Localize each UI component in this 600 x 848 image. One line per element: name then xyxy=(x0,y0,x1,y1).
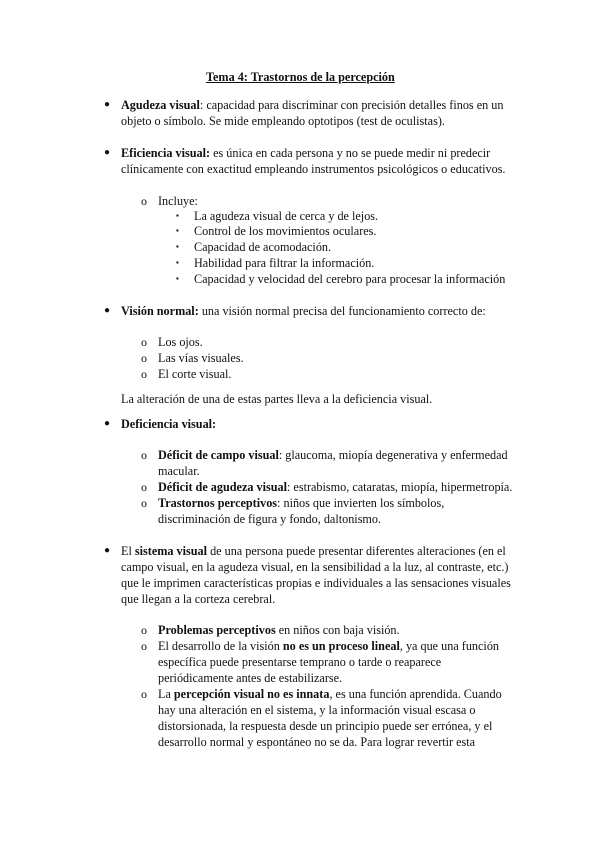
eficiencia-visual-line-2: clínicamente con exactitud empleando instrumentos psicológicos o educativos. xyxy=(121,162,506,176)
eficiencia-visual-line-1 xyxy=(121,145,490,161)
sistema-visual-text: de una persona puede presentar diferentes alteraciones (en el xyxy=(207,544,506,558)
deficit-campo-term: Déficit de campo visual xyxy=(158,448,279,462)
trastornos-perceptivos-term: Trastornos perceptivos xyxy=(158,496,278,510)
circle-marker: o xyxy=(141,639,147,653)
circle-marker: o xyxy=(141,687,147,701)
sistema-visual-line-2: campo visual, en la agudeza visual, en la sensibilidad a la luz, al contraste, etc.) xyxy=(121,560,509,574)
percepcion-visual-pre: La xyxy=(158,687,174,701)
sistema-visual-line-4: que llegan a la corteza cerebral. xyxy=(121,592,276,606)
circle-marker: o xyxy=(141,496,147,510)
vision-normal-text: una visión normal precisa del funcionamiento correcto de: xyxy=(198,304,486,318)
deficit-campo-line-2: macular. xyxy=(158,464,200,478)
vision-normal-note: La alteración de una de estas partes lleva a la deficiencia visual. xyxy=(121,392,433,406)
circle-marker: o xyxy=(141,351,147,365)
percepcion-visual-line-4: desarrollo normal y espontáneo no se da. Para lograr revertir esta xyxy=(158,735,476,749)
agudeza-visual-line-2: objeto o símbolo. Se mide empleando optotipos (test de oculistas). xyxy=(121,114,445,128)
circle-marker: o xyxy=(141,367,147,381)
list-item: La agudeza visual de cerca y de lejos. xyxy=(194,209,379,223)
deficiencia-visual-term: Deficiencia visual: xyxy=(121,417,217,431)
bullet-marker: ● xyxy=(104,545,111,556)
deficiencia-visual-heading xyxy=(121,416,216,432)
deficit-agudeza-line xyxy=(158,479,512,495)
circle-marker: o xyxy=(141,480,147,494)
agudeza-visual-term: Agudeza visual xyxy=(121,98,200,112)
desarrollo-vision-line-1 xyxy=(158,638,499,654)
list-item: Las vías visuales. xyxy=(158,351,244,365)
problemas-perceptivos-text: en niños con baja visión. xyxy=(275,623,400,637)
vision-normal-term: Visión normal: xyxy=(121,304,199,318)
list-item: Habilidad para filtrar la información. xyxy=(194,256,375,270)
agudeza-visual-text: : capacidad para discriminar con precisión detalles finos en un xyxy=(199,98,504,112)
list-item: Control de los movimientos oculares. xyxy=(194,224,377,238)
problemas-perceptivos-line xyxy=(158,622,400,638)
desarrollo-vision-term: no es un proceso lineal xyxy=(282,639,400,653)
circle-marker: o xyxy=(141,623,147,637)
desarrollo-vision-pre: El desarrollo de la visión xyxy=(158,639,283,653)
eficiencia-visual-text: es única en cada persona y no se puede medir ni predecir xyxy=(210,146,491,160)
trastornos-perceptivos-line-2: discriminación de figura y fondo, daltonismo. xyxy=(158,512,382,526)
desarrollo-vision-line-3: periódicamente antes de estabilizarse. xyxy=(158,671,343,685)
eficiencia-visual-term: Eficiencia visual: xyxy=(121,146,211,160)
bullet-marker: ● xyxy=(104,305,111,316)
percepcion-visual-line-2: hay una alteración en el sistema, y la información visual escasa o xyxy=(158,703,476,717)
bullet-marker: ● xyxy=(104,99,111,110)
percepcion-visual-text: , es una función aprendida. Cuando xyxy=(329,687,502,701)
bullet-marker: ● xyxy=(104,418,111,429)
list-item: El corte visual. xyxy=(158,367,232,381)
circle-marker: o xyxy=(141,194,147,208)
desarrollo-vision-line-2: específica puede presentarse temprano o tarde o reaparece xyxy=(158,655,442,669)
square-marker: ▪ xyxy=(176,211,179,220)
square-marker: ▪ xyxy=(176,274,179,283)
sistema-visual-pre: El xyxy=(121,544,135,558)
sistema-visual-term: sistema visual xyxy=(134,544,208,558)
circle-marker: o xyxy=(141,335,147,349)
page-title: Tema 4: Trastornos de la percepción xyxy=(206,70,395,84)
list-item: Los ojos. xyxy=(158,335,203,349)
list-item: Capacidad de acomodación. xyxy=(194,240,332,254)
bullet-marker: ● xyxy=(104,147,111,158)
trastornos-perceptivos-text: : niños que invierten los símbolos, xyxy=(277,496,445,510)
incluye-label: Incluye: xyxy=(158,194,198,208)
deficit-campo-text: : glaucoma, miopía degenerativa y enfermedad xyxy=(278,448,508,462)
list-item: Capacidad y velocidad del cerebro para procesar la información xyxy=(194,272,506,286)
agudeza-visual-line-1 xyxy=(121,97,503,113)
problemas-perceptivos-term: Problemas perceptivos xyxy=(158,623,276,637)
square-marker: ▪ xyxy=(176,258,179,267)
percepcion-visual-line-1 xyxy=(158,686,502,702)
deficit-agudeza-term: Déficit de agudeza visual xyxy=(158,480,287,494)
percepcion-visual-term: percepción visual no es innata xyxy=(173,687,330,701)
deficit-campo-line-1 xyxy=(158,447,508,463)
sistema-visual-line-3: que le imprimen características propias e individuales a las sensaciones visuales xyxy=(121,576,511,590)
desarrollo-vision-text: , ya que una función xyxy=(399,639,500,653)
vision-normal-line-1 xyxy=(121,303,486,319)
sistema-visual-line-1 xyxy=(121,543,506,559)
percepcion-visual-line-3: distorsionada, la respuesta desde un principio puede ser errónea, y el xyxy=(158,719,493,733)
square-marker: ▪ xyxy=(176,242,179,251)
deficit-agudeza-text: : estrabismo, cataratas, miopía, hipermetropía. xyxy=(286,480,513,494)
circle-marker: o xyxy=(141,448,147,462)
square-marker: ▪ xyxy=(176,226,179,235)
trastornos-perceptivos-line-1 xyxy=(158,495,444,511)
